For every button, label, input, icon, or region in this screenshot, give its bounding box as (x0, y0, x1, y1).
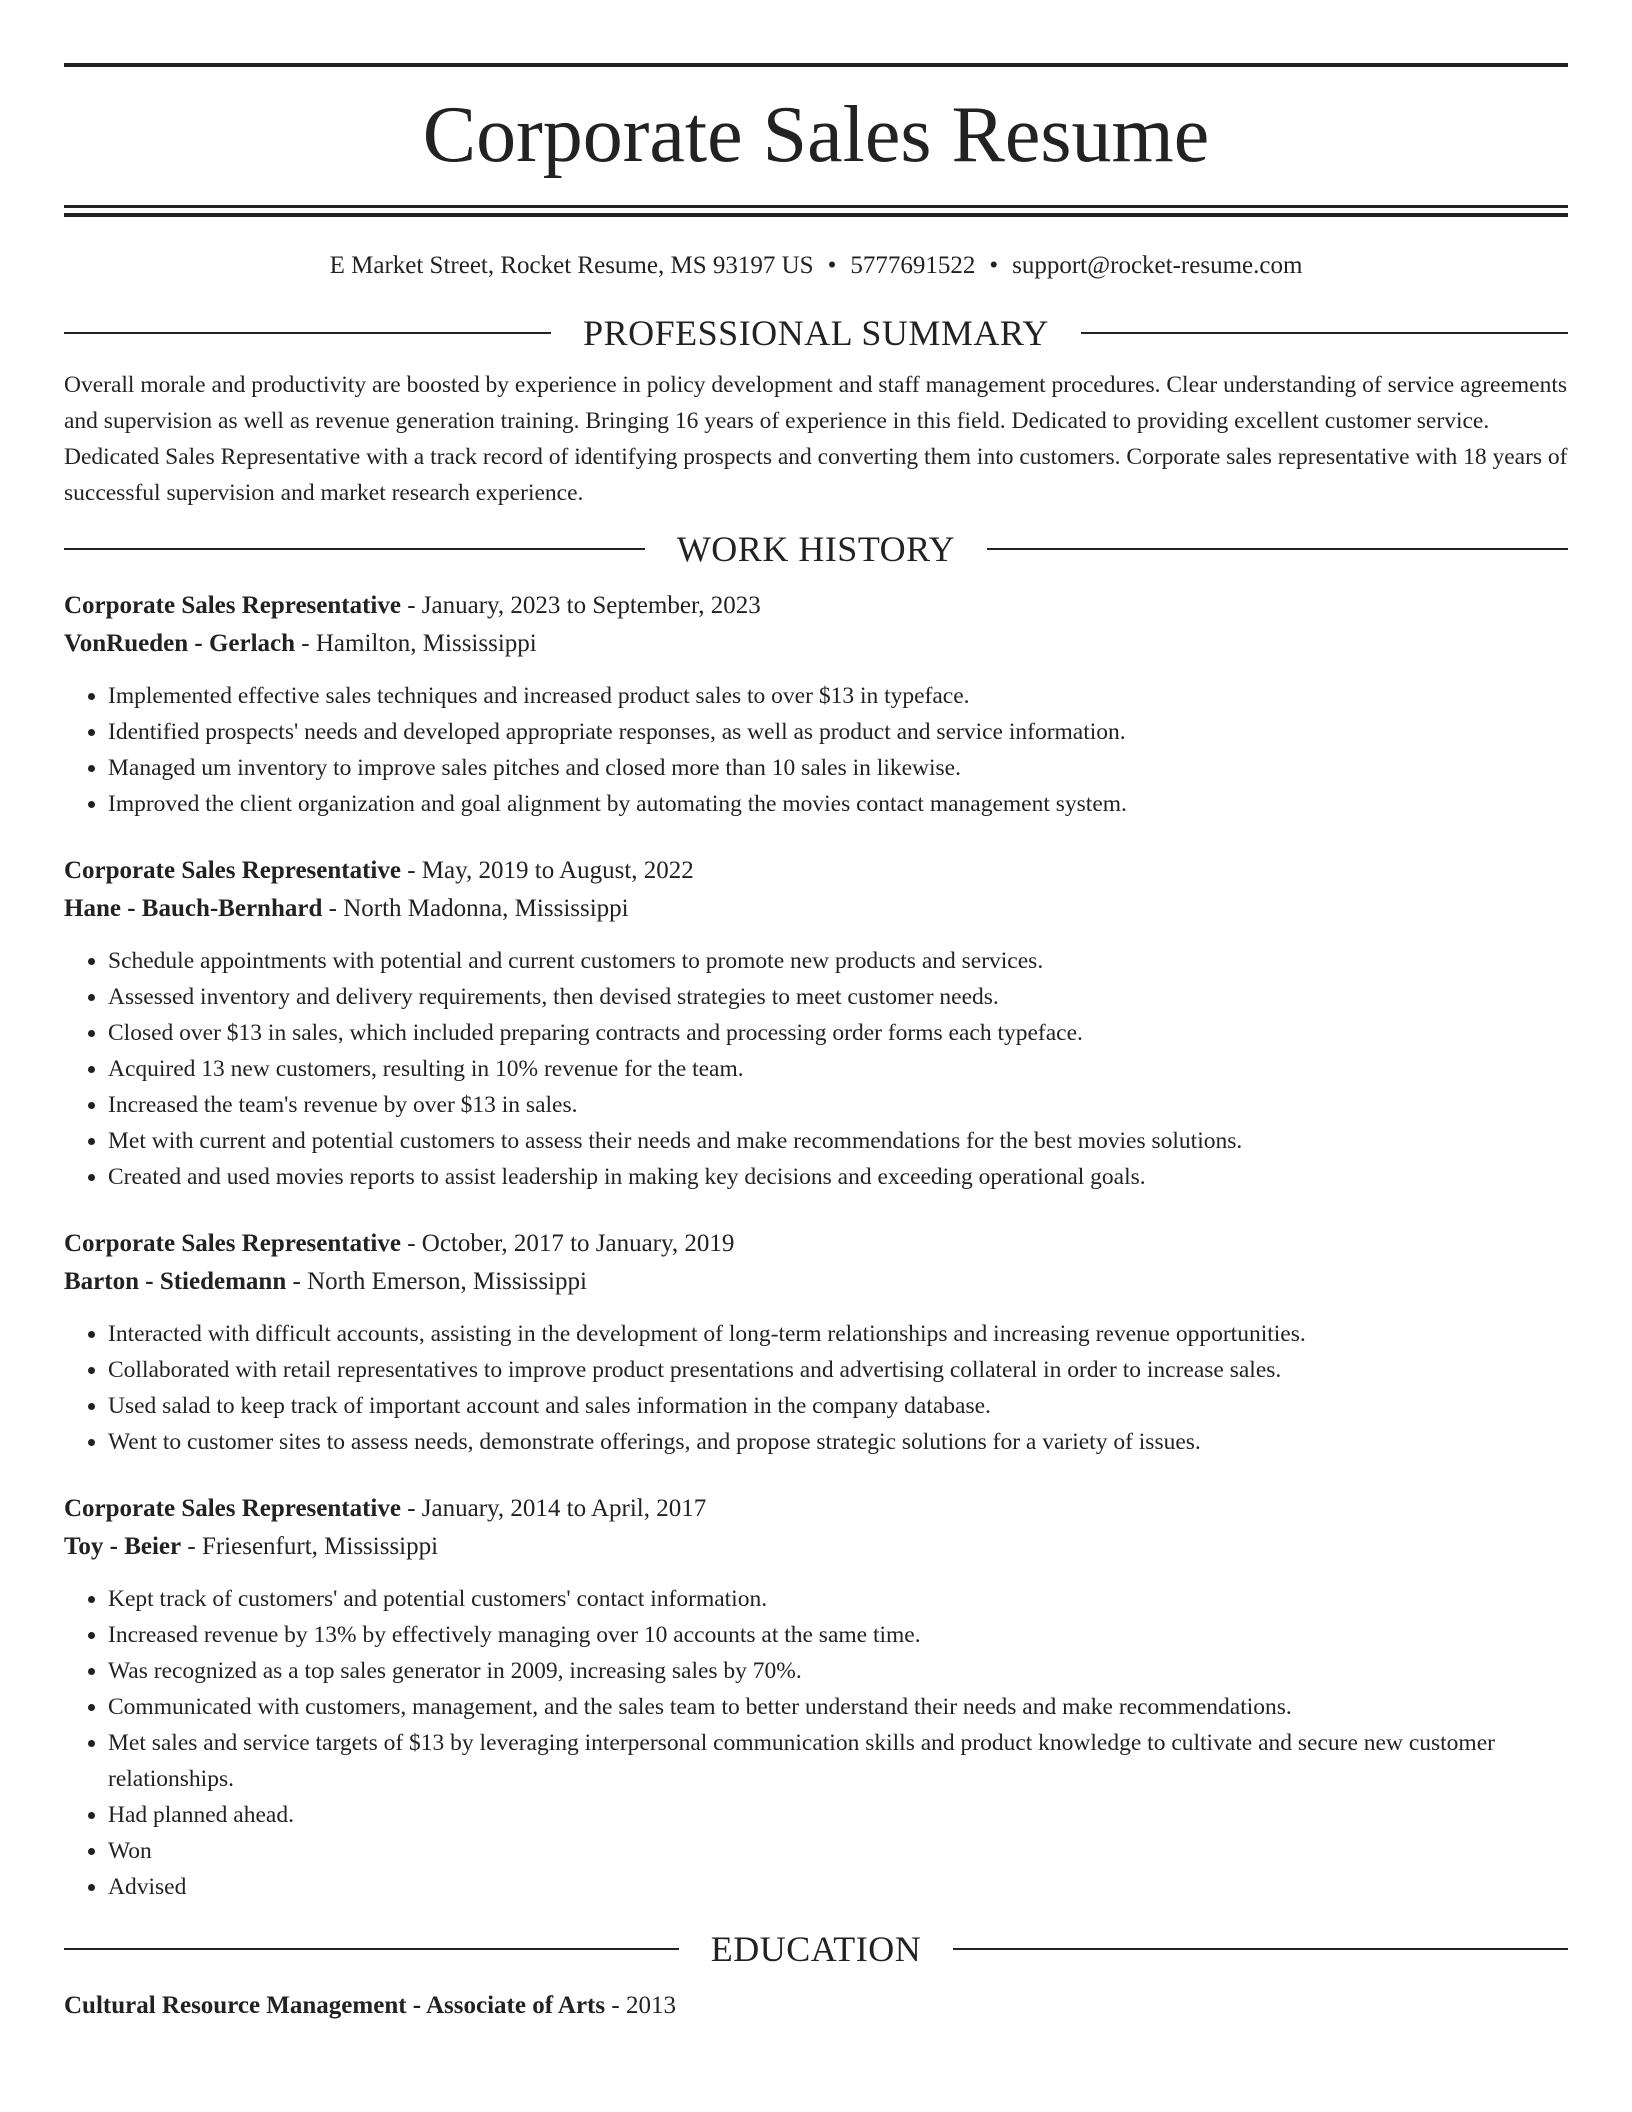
contact-email: support@rocket-resume.com (1012, 252, 1303, 279)
summary-heading: PROFESSIONAL SUMMARY (583, 313, 1049, 353)
job-entry (64, 1225, 1568, 1460)
dash-separator: - (605, 1992, 626, 2019)
job-bullet: • Assessed inventory and delivery requirements, then devised strategies to meet customer needs. (108, 979, 1568, 1015)
education-heading-row (64, 1927, 1568, 1971)
job-company: Toy - Beier (64, 1533, 182, 1560)
job-bullet: • Interacted with difficult accounts, assisting in the development of long-term relationships and increasing revenue opportunities. (108, 1316, 1568, 1352)
job-bullet: • Implemented effective sales techniques and increased product sales to over $13 in typeface. (108, 678, 1568, 714)
job-bullet: • Communicated with customers, management, and the sales team to better understand their needs and make recommendations. (108, 1689, 1568, 1725)
resume-page (64, 0, 1568, 2025)
summary-text: Overall morale and productivity are boosted by experience in policy development and staff management procedures. Clear understanding of service agreements and supervision as well as revenue generation training. Bringing 16 years of experience in this field. Dedicated to providing excellent customer service. Dedicated Sales Representative with a track record of identifying prospects and converting them into customers. Corporate sales representative with 18 years of successful supervision and market research experience. (64, 372, 1568, 506)
job-bullet: • Had planned ahead. (108, 1797, 1568, 1833)
heading-rule-right (1081, 332, 1568, 334)
job-bullets (64, 1581, 1568, 1905)
job-dates: May, 2019 to August, 2022 (421, 857, 694, 884)
job-location: Hamilton, Mississippi (315, 630, 537, 657)
job-bullet: • Increased the team's revenue by over $13 in sales. (108, 1087, 1568, 1123)
job-title-line (64, 1225, 1568, 1263)
dash-separator: - (400, 592, 422, 619)
job-title: Corporate Sales Representative (64, 1495, 401, 1522)
job-bullet: • Used salad to keep track of important account and sales information in the company database. (108, 1388, 1568, 1424)
job-company: Barton - Stiedemann (64, 1268, 287, 1295)
heading-rule-right (987, 548, 1568, 550)
job-bullet: • Collaborated with retail representatives to improve product presentations and advertising collateral in order to increase sales. (108, 1352, 1568, 1388)
dash-separator: - (295, 630, 316, 657)
job-title: Corporate Sales Representative (64, 1230, 401, 1257)
job-bullet: • Advised (108, 1869, 1568, 1905)
education-year: 2013 (625, 1992, 676, 2019)
job-bullet: • Closed over $13 in sales, which included preparing contracts and processing order forms each typeface. (108, 1015, 1568, 1051)
job-location: North Madonna, Mississippi (343, 895, 629, 922)
education-degree: Cultural Resource Management - Associate of Arts (64, 1992, 606, 2019)
work-heading-row (64, 527, 1568, 571)
job-entry (64, 587, 1568, 822)
heading-rule-left (64, 332, 551, 334)
contact-line (64, 251, 1568, 281)
job-bullet: • Created and used movies reports to assist leadership in making key decisions and exceeding operational goals. (108, 1159, 1568, 1195)
job-bullet: • Met sales and service targets of $13 by leveraging interpersonal communication skills and product knowledge to cultivate and secure new customer relationships. (108, 1725, 1568, 1797)
work-history-list (64, 587, 1568, 1905)
title-double-rule (64, 205, 1568, 217)
job-title: Corporate Sales Representative (64, 592, 401, 619)
education-list (64, 1987, 1568, 2025)
education-heading: EDUCATION (710, 1929, 922, 1969)
job-location: North Emerson, Mississippi (307, 1268, 587, 1295)
job-bullet: • Managed um inventory to improve sales pitches and closed more than 10 sales in likewise. (108, 750, 1568, 786)
heading-rule-left (64, 548, 645, 550)
job-entry (64, 852, 1568, 1195)
job-bullet: • Won (108, 1833, 1568, 1869)
job-company-line (64, 625, 1568, 663)
job-bullet: • Met with current and potential customers to assess their needs and make recommendations for the best movies solutions. (108, 1123, 1568, 1159)
dash-separator: - (286, 1268, 308, 1295)
job-company-line (64, 1263, 1568, 1301)
job-bullet: • Improved the client organization and goal alignment by automating the movies contact management system. (108, 786, 1568, 822)
job-dates: October, 2017 to January, 2019 (421, 1230, 735, 1257)
heading-rule-left (64, 1948, 679, 1950)
contact-address: E Market Street, Rocket Resume, MS 93197 US (329, 252, 814, 279)
dash-separator: - (400, 857, 422, 884)
dash-separator: - (322, 895, 344, 922)
dash-separator: - (181, 1533, 202, 1560)
header (64, 63, 1568, 217)
top-rule (64, 63, 1568, 67)
job-bullet: • Was recognized as a top sales generator in 2009, increasing sales by 70%. (108, 1653, 1568, 1689)
summary-heading-row (64, 311, 1568, 355)
dash-separator: - (400, 1230, 422, 1257)
job-bullet: • Identified prospects' needs and developed appropriate responses, as well as product and service information. (108, 714, 1568, 750)
job-dates: January, 2014 to April, 2017 (421, 1495, 707, 1522)
job-title: Corporate Sales Representative (64, 857, 401, 884)
contact-phone: 5777691522 (850, 252, 976, 279)
contact-separator: • (827, 252, 837, 279)
job-company: Hane - Bauch-Bernhard (64, 895, 323, 922)
job-title-line (64, 1490, 1568, 1528)
contact-separator: • (989, 252, 999, 279)
job-bullet: • Acquired 13 new customers, resulting in 10% revenue for the team. (108, 1051, 1568, 1087)
job-location: Friesenfurt, Mississippi (201, 1533, 439, 1560)
job-bullet: • Kept track of customers' and potential customers' contact information. (108, 1581, 1568, 1617)
heading-rule-right (953, 1948, 1568, 1950)
dash-separator: - (400, 1495, 422, 1522)
job-bullet: • Increased revenue by 13% by effectively managing over 10 accounts at the same time. (108, 1617, 1568, 1653)
job-dates: January, 2023 to September, 2023 (421, 592, 761, 619)
work-heading: WORK HISTORY (676, 529, 956, 569)
job-company-line (64, 890, 1568, 928)
job-bullets (64, 1316, 1568, 1460)
job-entry (64, 1490, 1568, 1905)
job-title-line (64, 587, 1568, 625)
job-bullet: • Went to customer sites to assess needs, demonstrate offerings, and propose strategic solutions for a variety of issues. (108, 1424, 1568, 1460)
page-title: Corporate Sales Resume (422, 91, 1210, 179)
job-bullets (64, 678, 1568, 822)
education-entry (64, 1987, 1568, 2025)
job-company: VonRueden - Gerlach (64, 630, 296, 657)
job-title-line (64, 852, 1568, 890)
job-bullets (64, 943, 1568, 1195)
job-company-line (64, 1528, 1568, 1566)
job-bullet: • Schedule appointments with potential and current customers to promote new products and services. (108, 943, 1568, 979)
